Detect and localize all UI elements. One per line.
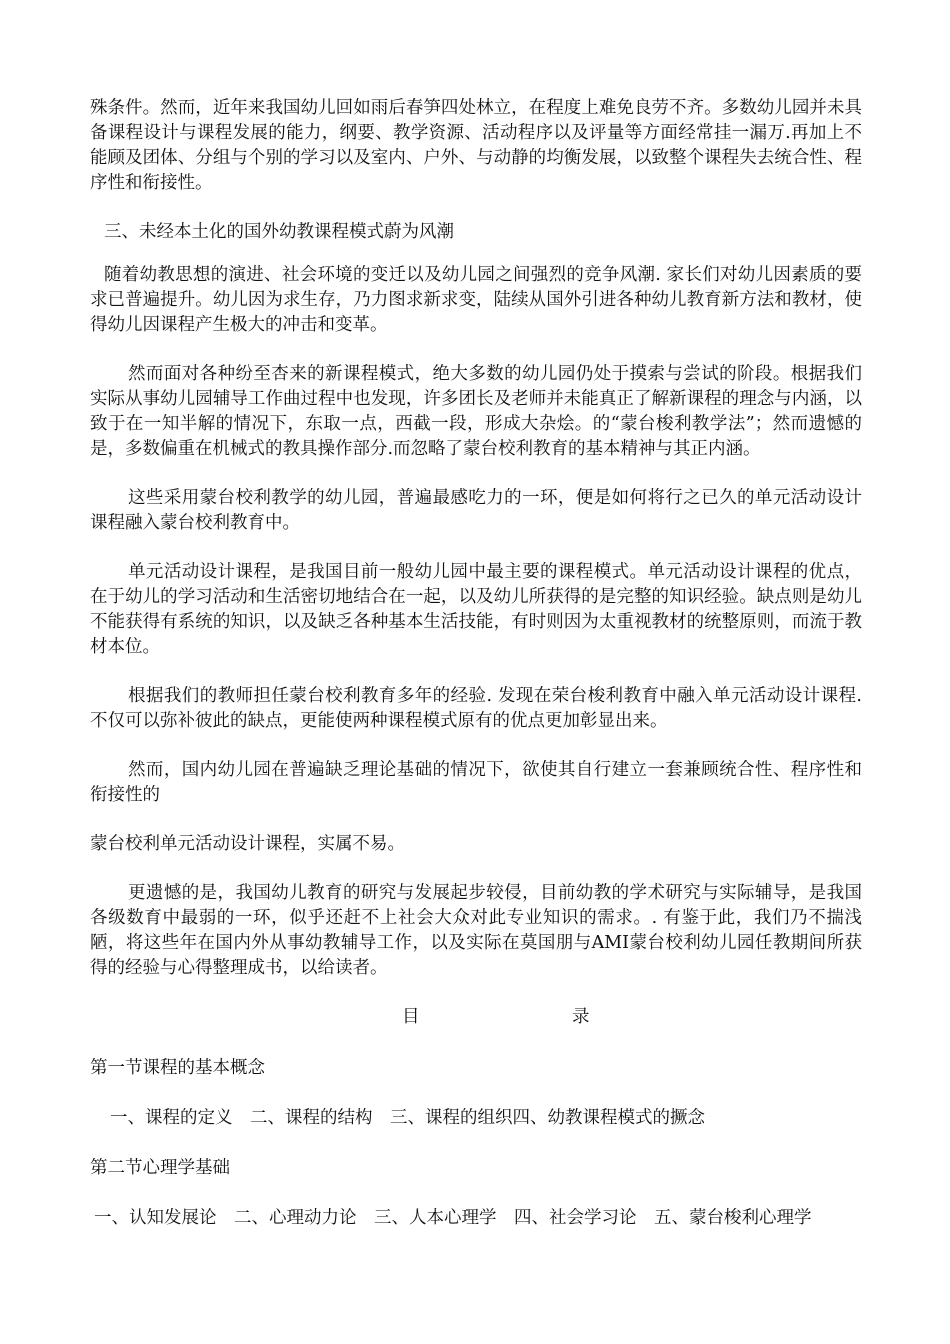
paragraph-2: 随着幼教思想的演进、社会环境的变迁以及幼儿园之间强烈的竞争风潮. 家长们对幼儿因素质的要求已普遍提升。幼儿因为求生存，乃力图求新求变，陆续从国外引进各种幼儿教育新方法和教材，使得幼儿因课程产生极大的冲击和变革。 xyxy=(90,265,862,335)
paragraph-1: 殊条件。然而，近年来我国幼儿回如雨后春笋四处林立，在程度上难免良劳不齐。多数幼儿园并未具备课程设计与课程发展的能力，纲要、教学资源、活动程序以及评量等方面经常挂一漏万.再加上不能顾及团体、分组与个别的学习以及室内、户外、与动静的均衡发展，以致整个课程失去统合性、程序性和衔接性。 xyxy=(90,98,862,193)
section-heading-3: 三、未经本土化的国外幼教课程模式蔚为风潮 xyxy=(104,222,454,242)
paragraph-7: 然而，国内幼儿园在普遍缺乏理论基础的情况下，欲使其自行建立一套兼顾统合性、程序性和衔接性的 xyxy=(90,760,862,805)
paragraph-5: 单元活动设计课程，是我国目前一般幼儿园中最主要的课程模式。单元活动设计课程的优点，在于幼儿的学习活动和生活密切地结合在一起，以及幼儿所获得的是完整的知识经验。缺点则是幼儿不能获得有系统的知识，以及缺乏各种基本生活技能，有时则因为太重视教材的统整原则，而流于教材本位。 xyxy=(90,562,862,657)
paragraph-6: 根据我们的教师担任蒙台校利教育多年的经验. 发现在荣台梭利教育中融入单元活动设计课程. 不仅可以弥补彼此的缺点，更能使两种课程模式原有的优点更加彰显出来。 xyxy=(90,686,862,731)
toc-section-1-title: 第一节课程的基本概念 xyxy=(90,1058,265,1078)
document-page xyxy=(90,96,862,1256)
toc-title xyxy=(90,1005,862,1030)
toc-section-1-items: 一、课程的定义 二、课程的结构 三、课程的组织四、幼教课程模式的撅念 xyxy=(110,1108,705,1128)
paragraph-9: 更遗憾的是，我国幼儿教育的研究与发展起步较侵，目前幼教的学术研究与实际辅导，是我国各级数育中最弱的一环，似乎还赶不上社会大众对此专业知识的需求。. 有鉴于此，我们乃不揣浅陋，将这些年在国内外从事幼教辅导工作，以及实际在莫国朋与AMI蒙台校利幼儿园任教期间所获得的经验与心得整理成书，以给读者。 xyxy=(90,883,862,978)
paragraph-4: 这些采用蒙台校利教学的幼儿园，普遍最感吃力的一环，便是如何将行之已久的单元活动设计课程融入蒙台校利教育中。 xyxy=(90,488,862,533)
toc-title-right: 录 xyxy=(572,1007,590,1027)
paragraph-3: 然而面对各种纷至杏来的新课程模式，绝大多数的幼儿园仍处于摸索与尝试的阶段。根据我们实际从事幼儿园辅导工作曲过程中也发现，许多团长及老师并未能真正了解新课程的理念与内涵，以致于在一知半解的情况下，东取一点，西截一段，形成大杂烩。的“蒙台梭利教学法”；然而遗憾的是，多数偏重在机械式的教具操作部分.而忽略了蒙台校利教育的基本精神与其正内涵。 xyxy=(90,364,862,459)
toc-section-2-title: 第二节心理学基础 xyxy=(90,1158,230,1178)
paragraph-8: 蒙台校利单元活动设计课程，实属不易。 xyxy=(90,834,405,854)
toc-section-2-items: 一、认知发展论 二、心理动力论 三、人本心理学 四、社会学习论 五、蒙台梭利心理学 xyxy=(94,1208,812,1228)
toc-title-left: 目 xyxy=(402,1007,420,1027)
